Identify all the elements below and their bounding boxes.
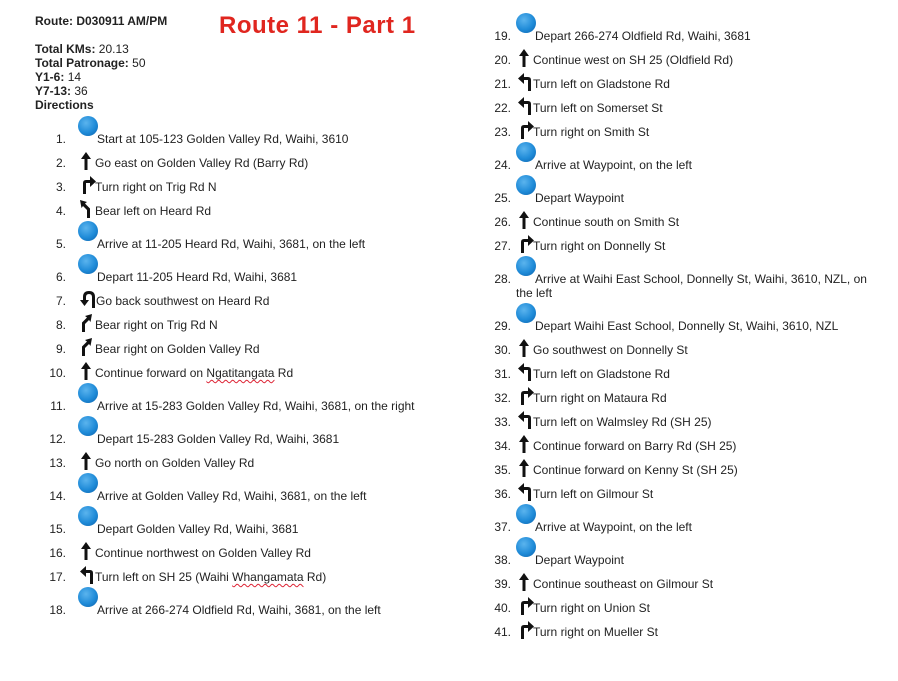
step-text: Turn left on Walmsley Rd (SH 25) (533, 415, 712, 429)
step-number: 8. (55, 318, 66, 332)
total-kms (35, 42, 167, 56)
turn-right-arrow-icon (518, 597, 534, 615)
step-number: 34. (494, 439, 511, 453)
bear-right-arrow-icon (80, 338, 92, 356)
step-number: 21. (494, 77, 511, 91)
step-number: 6. (55, 270, 66, 284)
step-text: Continue forward on Barry Rd (SH 25) (533, 439, 737, 453)
straight-arrow-icon (80, 542, 92, 560)
step-number: 4. (55, 204, 66, 218)
step-text: Go east on Golden Valley Rd (Barry Rd) (95, 156, 309, 170)
straight-arrow-icon (518, 573, 530, 591)
step-number: 24. (494, 158, 511, 172)
step-number: 32. (494, 391, 511, 405)
turn-right-arrow-icon (518, 387, 534, 405)
step-number: 5. (55, 237, 66, 251)
step-number: 20. (494, 53, 511, 67)
step-text: Turn right on Union St (533, 601, 650, 615)
step-text: Turn left on Somerset St (533, 101, 663, 115)
y7-13 (35, 84, 167, 98)
step-text: Start at 105-123 Golden Valley Rd, Waihi, 3610 (97, 132, 349, 146)
step-number: 14. (49, 489, 66, 503)
step-number: 13. (49, 456, 66, 470)
step-text: Arrive at Waypoint, on the left (535, 520, 692, 534)
waypoint-circle-icon (78, 587, 98, 607)
step-text: Depart 15-283 Golden Valley Rd, Waihi, 3681 (97, 432, 340, 446)
total-kms-label: Total KMs: (35, 42, 96, 56)
y1-6 (35, 70, 167, 84)
direction-step (23, 603, 443, 627)
step-number: 27. (494, 239, 511, 253)
step-number: 25. (494, 191, 511, 205)
step-number: 36. (494, 487, 511, 501)
turn-right-arrow-icon (518, 121, 534, 139)
step-text: Depart 11-205 Heard Rd, Waihi, 3681 (97, 270, 298, 284)
step-number: 16. (49, 546, 66, 560)
total-patronage-value: 50 (132, 56, 146, 70)
page-title: Route 11 - Part 1 (219, 12, 416, 39)
step-text: Arrive at 266-274 Oldfield Rd, Waihi, 3681, on the left (97, 603, 381, 617)
step-text: Turn right on Smith St (533, 125, 650, 139)
step-text: Turn left on Gladstone Rd (533, 367, 670, 381)
waypoint-circle-icon (516, 537, 536, 557)
step-number: 17. (49, 570, 66, 584)
step-text: Continue forward on Ngatitangata Rd (95, 366, 294, 380)
turn-right-arrow-icon (80, 176, 96, 194)
waypoint-circle-icon (516, 13, 536, 33)
step-text: Turn right on Mueller St (533, 625, 658, 639)
route-summary (35, 14, 167, 112)
step-text: Depart Waihi East School, Donnelly St, Waihi, 3610, NZL (535, 319, 839, 333)
step-text: Depart 266-274 Oldfield Rd, Waihi, 3681 (535, 29, 751, 43)
step-text: Go north on Golden Valley Rd (95, 456, 255, 470)
straight-arrow-icon (518, 339, 530, 357)
step-text: Bear right on Golden Valley Rd (95, 342, 260, 356)
step-number: 39. (494, 577, 511, 591)
step-text: Go back southwest on Heard Rd (96, 294, 270, 308)
waypoint-circle-icon (516, 504, 536, 524)
step-text: Go southwest on Donnelly St (533, 343, 688, 357)
step-number: 9. (55, 342, 66, 356)
waypoint-circle-icon (78, 116, 98, 136)
step-text: Turn left on Gladstone Rd (533, 77, 670, 91)
step-text: Depart Waypoint (535, 191, 624, 205)
step-text: Turn left on Gilmour St (533, 487, 654, 501)
step-text: Arrive at 11-205 Heard Rd, Waihi, 3681, on the left (97, 237, 366, 251)
y7-13-label: Y7-13: (35, 84, 72, 98)
turn-right-arrow-icon (518, 621, 534, 639)
step-text: Continue forward on Kenny St (SH 25) (533, 463, 738, 477)
step-number: 37. (494, 520, 511, 534)
turn-left-arrow-icon (80, 566, 96, 584)
turn-left-arrow-icon (518, 97, 534, 115)
step-number: 26. (494, 215, 511, 229)
straight-arrow-icon (518, 211, 530, 229)
step-number: 7. (55, 294, 66, 308)
turn-left-arrow-icon (518, 411, 534, 429)
direction-step (461, 272, 881, 300)
step-text: Turn right on Trig Rd N (95, 180, 217, 194)
step-text: Bear right on Trig Rd N (95, 318, 218, 332)
step-text: Arrive at Waypoint, on the left (535, 158, 692, 172)
step-number: 35. (494, 463, 511, 477)
step-text: Arrive at 15-283 Golden Valley Rd, Waihi, 3681, on the right (97, 399, 415, 413)
bear-left-arrow-icon (80, 200, 92, 218)
straight-arrow-icon (80, 362, 92, 380)
step-number: 29. (494, 319, 511, 333)
waypoint-circle-icon (516, 303, 536, 323)
step-text: Arrive at Golden Valley Rd, Waihi, 3681, on the left (97, 489, 367, 503)
straight-arrow-icon (518, 459, 530, 477)
straight-arrow-icon (80, 452, 92, 470)
direction-step (461, 625, 881, 649)
step-number: 38. (494, 553, 511, 567)
straight-arrow-icon (80, 152, 92, 170)
waypoint-circle-icon (78, 383, 98, 403)
directions-heading: Directions (35, 98, 94, 112)
step-number: 10. (49, 366, 66, 380)
step-number: 41. (494, 625, 511, 639)
total-patronage (35, 56, 167, 70)
step-number: 40. (494, 601, 511, 615)
step-text: Turn right on Donnelly St (533, 239, 666, 253)
step-text: Arrive at Waihi East School, Donnelly St, Waihi, 3610, NZL, on the left (516, 272, 867, 300)
waypoint-circle-icon (78, 221, 98, 241)
route-label: Route: D030911 AM/PM (35, 14, 168, 28)
step-text: Bear left on Heard Rd (95, 204, 212, 218)
step-number: 1. (55, 132, 66, 146)
step-number: 3. (55, 180, 66, 194)
step-number: 30. (494, 343, 511, 357)
y1-6-value: 14 (67, 70, 82, 84)
step-number: 28. (494, 272, 511, 286)
waypoint-circle-icon (78, 506, 98, 526)
step-text: Turn left on SH 25 (Waihi Whangamata Rd) (95, 570, 327, 584)
step-number: 11. (50, 399, 66, 413)
y7-13-value: 36 (74, 84, 88, 98)
step-number: 19. (494, 29, 511, 43)
step-text: Depart Golden Valley Rd, Waihi, 3681 (97, 522, 299, 536)
turn-right-arrow-icon (518, 235, 534, 253)
step-number: 23. (494, 125, 511, 139)
step-text: Continue southeast on Gilmour St (533, 577, 714, 591)
turn-left-arrow-icon (518, 363, 534, 381)
step-text: Turn right on Mataura Rd (533, 391, 667, 405)
waypoint-circle-icon (78, 254, 98, 274)
step-number: 18. (49, 603, 66, 617)
step-number: 15. (49, 522, 66, 536)
step-number: 12. (49, 432, 66, 446)
step-text: Continue northwest on Golden Valley Rd (95, 546, 311, 560)
total-patronage-label: Total Patronage: (35, 56, 129, 70)
total-kms-value: 20.13 (98, 42, 129, 56)
waypoint-circle-icon (78, 473, 98, 493)
waypoint-circle-icon (516, 175, 536, 195)
step-number: 31. (494, 367, 511, 381)
step-number: 33. (494, 415, 511, 429)
turn-left-arrow-icon (518, 73, 534, 91)
step-number: 22. (494, 101, 511, 115)
y1-6-label: Y1-6: (35, 70, 65, 84)
step-number: 2. (55, 156, 66, 170)
bear-right-arrow-icon (80, 314, 92, 332)
turn-left-arrow-icon (518, 483, 534, 501)
step-text: Depart Waypoint (535, 553, 624, 567)
step-text: Continue west on SH 25 (Oldfield Rd) (533, 53, 734, 67)
waypoint-circle-icon (516, 142, 536, 162)
straight-arrow-icon (518, 435, 530, 453)
straight-arrow-icon (518, 49, 530, 67)
step-text: Continue south on Smith St (533, 215, 680, 229)
waypoint-circle-icon (78, 416, 98, 436)
